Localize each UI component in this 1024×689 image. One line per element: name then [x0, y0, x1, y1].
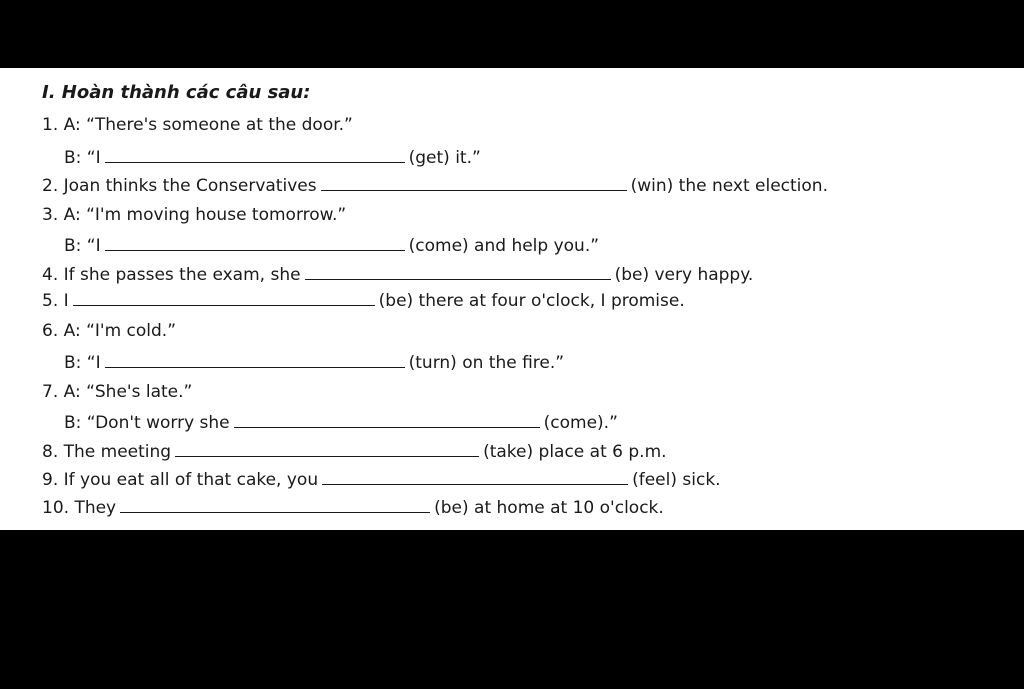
- question-text: 7. A: “She's late.”: [42, 382, 193, 402]
- question-9: [42, 468, 721, 491]
- question-text: B: “I: [64, 353, 101, 373]
- question-text: 10. They: [42, 498, 117, 518]
- question-text: 1. A: “There's someone at the door.”: [42, 115, 353, 135]
- question-text: (be) at home at 10 o'clock.: [434, 498, 664, 518]
- answer-blank[interactable]: [105, 234, 405, 251]
- answer-blank[interactable]: [105, 351, 405, 368]
- question-text: B: “I: [64, 148, 101, 168]
- question-text: (win) the next election.: [630, 176, 828, 196]
- question-7-a: [42, 381, 192, 403]
- question-8: [42, 440, 667, 463]
- question-7-b: [64, 411, 618, 434]
- question-text: (be) very happy.: [614, 265, 754, 285]
- question-10: [42, 496, 664, 519]
- question-text: 8. The meeting: [42, 442, 172, 462]
- answer-blank[interactable]: [120, 496, 430, 513]
- question-6-b: [64, 351, 564, 374]
- question-4: [42, 263, 753, 286]
- question-1-a: [42, 114, 353, 136]
- worksheet: [0, 68, 1024, 530]
- question-3-b: [64, 234, 599, 257]
- question-text: (feel) sick.: [632, 470, 721, 490]
- answer-blank[interactable]: [321, 174, 627, 191]
- question-text: 3. A: “I'm moving house tomorrow.”: [42, 205, 347, 225]
- question-text: (turn) on the fire.”: [408, 353, 565, 373]
- exercise-heading: I. Hoàn thành các câu sau:: [42, 82, 311, 103]
- question-1-b: [64, 146, 481, 169]
- question-3-a: [42, 204, 346, 226]
- answer-blank[interactable]: [175, 440, 479, 457]
- question-6-a: [42, 320, 176, 342]
- answer-blank[interactable]: [73, 289, 375, 306]
- question-text: 4. If she passes the exam, she: [42, 265, 301, 285]
- question-text: 6. A: “I'm cold.”: [42, 321, 177, 341]
- question-text: (come) and help you.”: [408, 236, 600, 256]
- answer-blank[interactable]: [105, 146, 405, 163]
- question-2: [42, 174, 828, 197]
- answer-blank[interactable]: [322, 468, 628, 485]
- question-text: 5. I: [42, 291, 69, 311]
- question-text: (get) it.”: [408, 148, 481, 168]
- question-text: (take) place at 6 p.m.: [483, 442, 667, 462]
- question-5: [42, 289, 685, 312]
- question-text: (be) there at four o'clock, I promise.: [378, 291, 685, 311]
- answer-blank[interactable]: [305, 263, 611, 280]
- question-text: 2. Joan thinks the Conservatives: [42, 176, 317, 196]
- question-text: B: “Don't worry she: [64, 413, 230, 433]
- question-text: 9. If you eat all of that cake, you: [42, 470, 319, 490]
- question-text: B: “I: [64, 236, 101, 256]
- question-text: (come).”: [543, 413, 618, 433]
- answer-blank[interactable]: [234, 411, 540, 428]
